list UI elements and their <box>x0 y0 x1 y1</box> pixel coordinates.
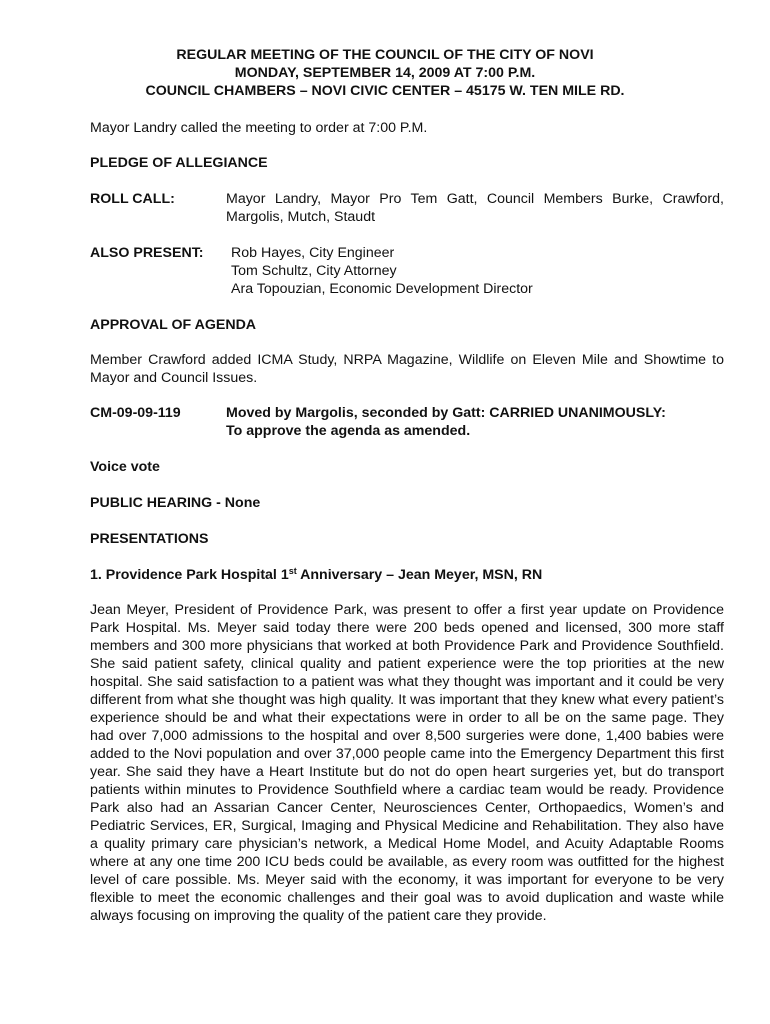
presentation-title-part: 1. Providence Park Hospital 1 <box>90 567 289 583</box>
also-present-label: ALSO PRESENT: <box>90 245 204 261</box>
presentation-paragraph: Jean Meyer, President of Providence Park, was present to offer a first year update on Providence Park Hospital. Ms. Meyer said today there were 200 beds opened and licensed, 300 more staff members and 300 more physicians that worked at both Providence Park and Providence Southfield. She said patient safety, clinical quality and patient experience were the top priorities at the new hospital. She said satisfaction to a patient was what they thought was important and it could be very different from what she thought was high quality. It was important that they knew what every patient’s experience should be and what their expectations were in order to all be on the same page. They had over 7,000 admissions to the hospital and over 8,500 surgeries were done, 1,400 babies were added to the Novi population and over 37,000 people came into the Emergency Department this first year. She said they have a Heart Institute but do not do open heart surgeries yet, but do transport patients within minutes to Providence Southfield where a cardiac team would be ready. Providence Park also had an Assarian Cancer Center, Neurosciences Center, Orthopaedics, Women’s and Pediatric Services, ER, Surgical, Imaging and Physical Medicine and Rehabilitation. They also have a quality primary care physician’s network, a Medical Home Model, and Acuity Adaptable Rooms where at any one time 200 ICU beds could be available, as every room was outfitted for the highest level of care possible. Ms. Meyer said with the economy, it was important for everyone to be very flexible to meet the economic challenges and their goal was to avoid duplication and waste while always focusing on improving the quality of the patient care they provide. <box>90 602 724 924</box>
agenda-heading: APPROVAL OF AGENDA <box>90 317 257 333</box>
agenda-text: Member Crawford added ICMA Study, NRPA Magazine, Wildlife on Eleven Mile and Showtime to Mayor and Council Issues. <box>90 352 724 386</box>
presentation-title-part: Anniversary – Jean Meyer, MSN, RN <box>296 567 543 583</box>
voice-vote: Voice vote <box>90 459 160 475</box>
motion-line-1: Moved by Margolis, seconded by Gatt: CARRIED UNANIMOUSLY: <box>226 405 666 421</box>
header-line-2: MONDAY, SEPTEMBER 14, 2009 AT 7:00 P.M. <box>234 65 536 81</box>
presentation-title-superscript: st <box>288 566 297 576</box>
roll-call-members: Mayor Landry, Mayor Pro Tem Gatt, Council Members Burke, Crawford, Margolis, Mutch, Staudt <box>226 191 724 225</box>
motion-id: CM-09-09-119 <box>90 405 181 421</box>
presentations-heading: PRESENTATIONS <box>90 531 209 547</box>
presentation-title <box>90 566 542 584</box>
public-hearing-heading: PUBLIC HEARING - None <box>90 495 261 511</box>
motion-line-2: To approve the agenda as amended. <box>226 423 471 439</box>
call-to-order: Mayor Landry called the meeting to order at 7:00 P.M. <box>90 120 428 136</box>
also-present-name: Ara Topouzian, Economic Development Director <box>231 281 533 297</box>
also-present-name: Rob Hayes, City Engineer <box>231 245 395 261</box>
header-line-1: REGULAR MEETING OF THE COUNCIL OF THE CITY OF NOVI <box>176 47 594 63</box>
roll-call-label: ROLL CALL: <box>90 191 175 207</box>
header-line-3: COUNCIL CHAMBERS – NOVI CIVIC CENTER – 45175 W. TEN MILE RD. <box>145 83 625 99</box>
also-present-name: Tom Schultz, City Attorney <box>231 263 397 279</box>
pledge-heading: PLEDGE OF ALLEGIANCE <box>90 155 268 171</box>
